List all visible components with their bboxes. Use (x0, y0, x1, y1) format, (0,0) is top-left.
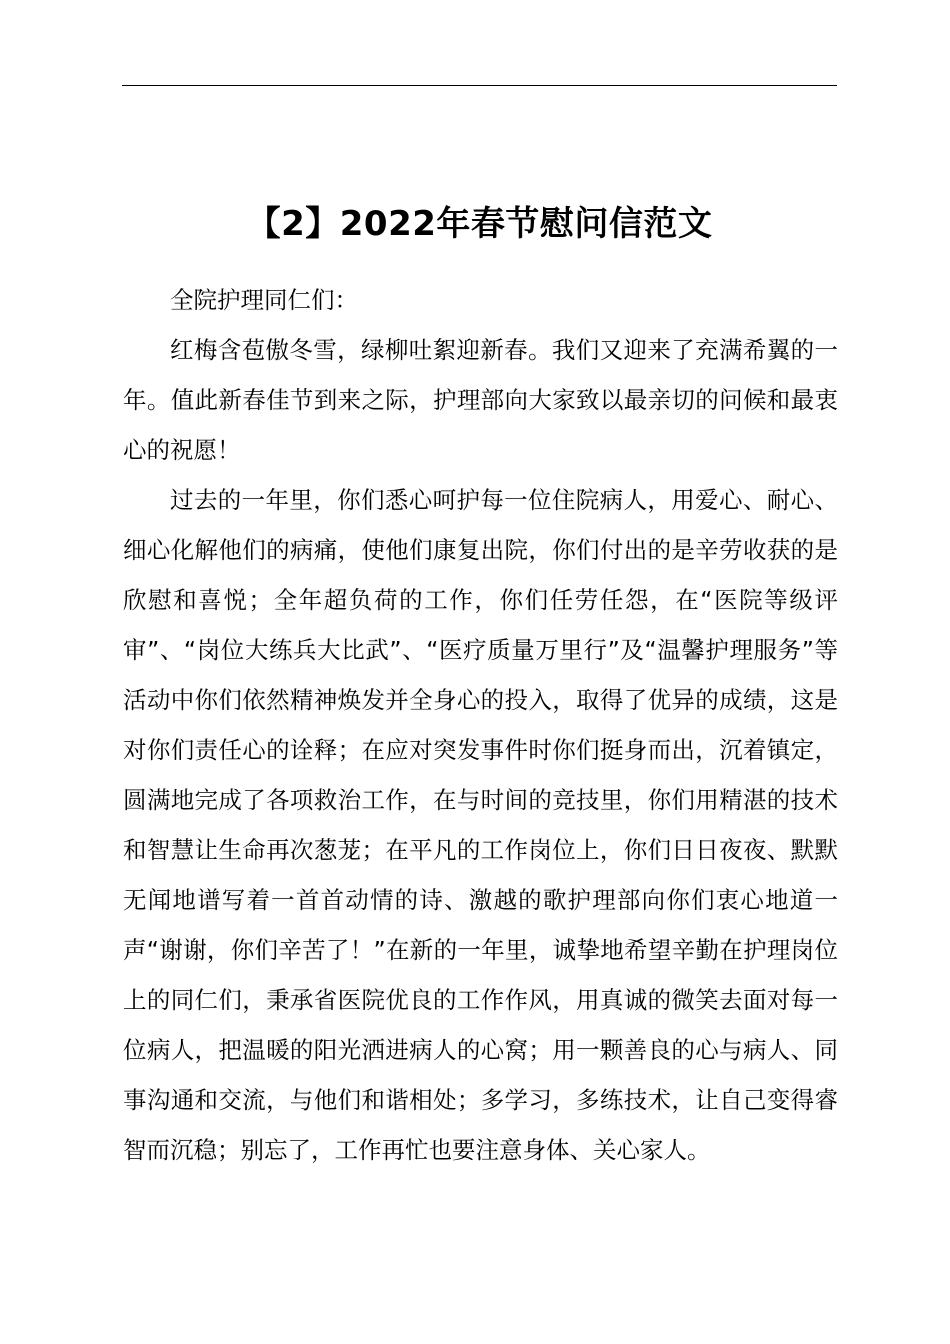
document-body (123, 275, 838, 1175)
greeting-paragraph: 全院护理同仁们： (170, 286, 358, 314)
body-paragraph-2: 过去的一年里，你们悉心呵护每一位住院病人，用爱心、耐心、细心化解他们的病痛，使他们康复出院，你们付出的是辛劳收获的是欣慰和喜悦；全年超负荷的工作，你们任劳任怨，在“医院等级评审”、“岗位大练兵大比武”、“医疗质量万里行”及“温馨护理服务”等活动中你们依然精神焕发并全身心的投入，取得了优异的成绩，这是对你们责任心的诠释；在应对突发事件时你们挺身而出，沉着镇定，圆满地完成了各项救治工作，在与时间的竞技里，你们用精湛的技术和智慧让生命再次葱茏；在平凡的工作岗位上，你们日日夜夜、默默无闻地谱写着一首首动情的诗、激越的歌护理部向你们衷心地道一声“谢谢，你们辛苦了！”在新的一年里，诚挚地希望辛勤在护理岗位上的同仁们，秉承省医院优良的工作作风，用真诚的微笑去面对每一位病人，把温暖的阳光洒进病人的心窝；用一颗善良的心与病人、同事沟通和交流，与他们和谐相处；多学习，多练技术，让自己变得睿智而沉稳；别忘了，工作再忙也要注意身体、关心家人。 (123, 486, 838, 1164)
header-rule (122, 85, 837, 86)
body-paragraph-1: 红梅含苞傲冬雪，绿柳吐絮迎新春。我们又迎来了充满希翼的一年。值此新春佳节到来之际，护理部向大家致以最亲切的问候和最衷心的祝愿！ (123, 336, 838, 464)
document-title: 【2】2022年春节慰问信范文 (246, 204, 713, 244)
